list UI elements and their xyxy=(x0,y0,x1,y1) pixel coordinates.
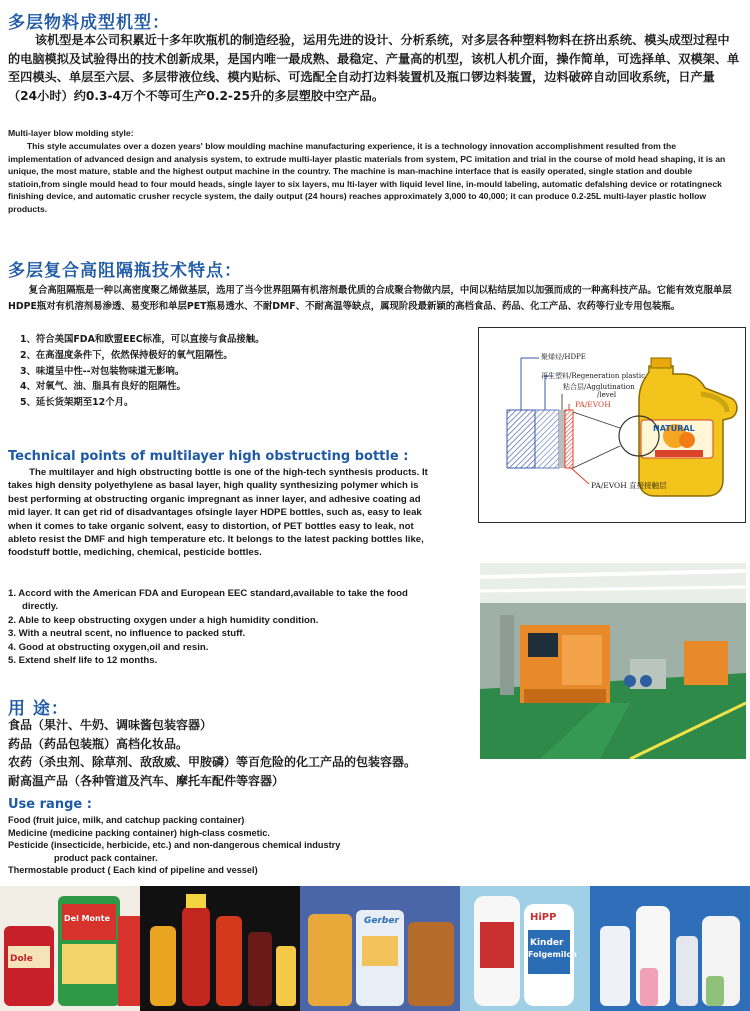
regen-layer xyxy=(535,410,559,468)
diagram-label-adhesive-b: /level xyxy=(597,391,617,399)
diagram-label-paevoh: PA/EVOH xyxy=(575,400,611,409)
diagram-label-adhesive-a: 粘合层/Agglutination xyxy=(563,383,635,391)
section2-intro-en: The multilayer and high obstructing bottle is one of the high-tech synthesis products. It takes high density polyethylene as basal layer, high quality synthesizing polymer which is best performing at obstructing organic impregnant as inner layer, and adhesive coating ad mid layer. It can get rid of disadvantages ofsingle layer HDPE bottles, such as, easy to leak when it comes to take organic solvent, easy to distortion, of PET bottles easy to leak, not ableto resist the DMF and high temperature etc. It belongs to the latest packing bottles like, foodstuff bottle, mediching, chemical, pesticide bottles. xyxy=(8,467,428,559)
paevoh-layer xyxy=(565,410,573,468)
use-en-4: product pack container. xyxy=(54,852,158,863)
diagram-label-bottom: PA/EVOH 直接接触层 xyxy=(591,481,667,490)
section1-body-en: This style accumulates over a dozen years' blow moulding machine manufacturing experience, it is a technology innovation accomplishment resulted from the implementation of advanced design and analysis system, to extrude multi-layer plastic materials from system, PC imitation and trial in the course of mold head shaping, it is an unique, the most mature, stable and the highest output machine in the country. The machine is man-machine interface that is easily operated, single station and double statioin,from single mould head to four mould heads, single layer to six layers, mu lti-layer with liquid level line, in-mould labeling, automatic defalshing device or rotatingneck finishing device, and automatic crusher recycle system, the daily output (24 hours) reaches approximately 3,000 to 40,000; it can produce 0.2-25L multi-layer plastic hollow products. xyxy=(8,141,726,214)
section1-body-zh: 该机型是本公司积累近十多年吹瓶机的制造经验，运用先进的设计、分析系统，对多层各种塑料物料在挤出系统、模头成型过程中的电脑模拟及试验得出的技术创新成果，是国内唯一最成熟、最稳定、产量高的机型，该机人机介面，操作简单，可选择单、双模架、单至四模头、单层至六层、多层带液位线、模内贴标、可选配全自动打边料装置机及瓶口锣边料装置，边料破碎自动回收系统，日产量（24小时）约0.3-4万个不等可生产0.2-25升的多层塑胶中空产品。 xyxy=(8,33,740,103)
brand-hipp: HiPP xyxy=(530,912,557,923)
section3-title-zh: 用 途： xyxy=(8,699,69,719)
use-en-5: Thermostable product ( Each kind of pipeline and vessel) xyxy=(8,865,258,876)
point-en-4: 4. Good at obstructing oxygen,oil and resin. xyxy=(8,641,209,653)
product-photo-strip xyxy=(0,886,750,1011)
section2-points-zh xyxy=(20,332,460,411)
use-zh-4: 耐高温产品（各种管道及汽车、摩托车配件等容器） xyxy=(8,773,285,788)
section1-title-en: Multi-layer blow molding style: xyxy=(8,128,134,138)
point-en-1: 1. Accord with the American FDA and European EEC standard,available to take the food directly. xyxy=(8,588,408,613)
factory-photo xyxy=(480,563,746,759)
jug-brand-text: NATURAL xyxy=(653,424,695,433)
point-zh-2: 2、在高湿度条件下，依然保持极好的氧气阻隔性。 xyxy=(20,349,233,361)
brand-gerber: Gerber xyxy=(364,916,399,926)
point-zh-3: 3、味道呈中性--对包装物味道无影响。 xyxy=(20,365,185,377)
barrier-layer-diagram xyxy=(478,327,746,523)
section3-title-en: Use range : xyxy=(8,797,92,812)
adhesive-layer xyxy=(559,410,565,468)
point-en-3: 3. With a neutral scent, no influence to packed stuff. xyxy=(8,628,246,640)
section3-uses-zh xyxy=(8,716,468,790)
brand-dole: Dole xyxy=(10,954,33,964)
use-zh-3: 农药（杀虫剂、除草剂、敌敌威、甲胺磷）等百危险的化工产品的包装容器。 xyxy=(8,755,417,770)
use-en-2: Medicine (medicine packing container) high-class cosmetic. xyxy=(8,827,270,838)
use-en-1: Food (fruit juice, milk, and catchup packing container) xyxy=(8,815,245,825)
point-en-5: 5. Extend shelf life to 12 months. xyxy=(8,655,158,667)
diagram-label-regen: 再生塑料/Regeneration plastic xyxy=(541,372,646,380)
section2-intro-zh: 复合高阻隔瓶是一种以高密度聚乙烯做基层，选用了当今世界阻隔有机溶剂最优质的合成聚合物做内层，中间以粘结层加以加强而成的一种高科技产品。它能有效克服单层HDPE瓶对有机溶剂易渗透、易变形和单层PET瓶易透水、不耐DMF、不耐高温等缺点，属现阶段最新颖的高档食品、药品、化工产品、农药等行业专用包装瓶。 xyxy=(8,285,732,312)
section2-points-en xyxy=(8,587,438,667)
brand-delmonte: Del Monte xyxy=(64,914,110,923)
point-zh-5: 5、延长货架期至12个月。 xyxy=(20,397,134,409)
section3-uses-en xyxy=(8,814,438,877)
brand-folgemilch: Folgemilch xyxy=(528,950,577,959)
barrier-layer-svg xyxy=(479,328,745,522)
section1-title-zh: 多层物料成型机型： xyxy=(8,13,170,33)
section2-title-en: Technical points of multilayer high obstructing bottle : xyxy=(8,449,409,464)
point-en-2: 2. Able to keep obstructing oxygen under a high humidity condition. xyxy=(8,614,319,626)
point-zh-1: 1、符合美国FDA和欧盟EEC标准，可以直接与食品接触。 xyxy=(20,334,265,345)
hdpe-layer xyxy=(507,410,535,468)
brand-kinder: Kinder xyxy=(530,938,564,948)
diagram-label-hdpe: 聚烯烃/HDPE xyxy=(541,353,586,361)
use-zh-1: 食品（果汁、牛奶、调味酱包装容器） xyxy=(8,718,213,732)
use-zh-2: 药品（药品包装瓶）高档化妆品。 xyxy=(8,736,189,751)
use-en-3: Pesticide (insecticide, herbicide, etc.) and non-dangerous chemical industry xyxy=(8,840,341,851)
point-zh-4: 4、对氧气、油、脂具有良好的阻隔性。 xyxy=(20,381,186,393)
section2-title-zh: 多层复合高阻隔瓶技术特点： xyxy=(8,261,242,281)
